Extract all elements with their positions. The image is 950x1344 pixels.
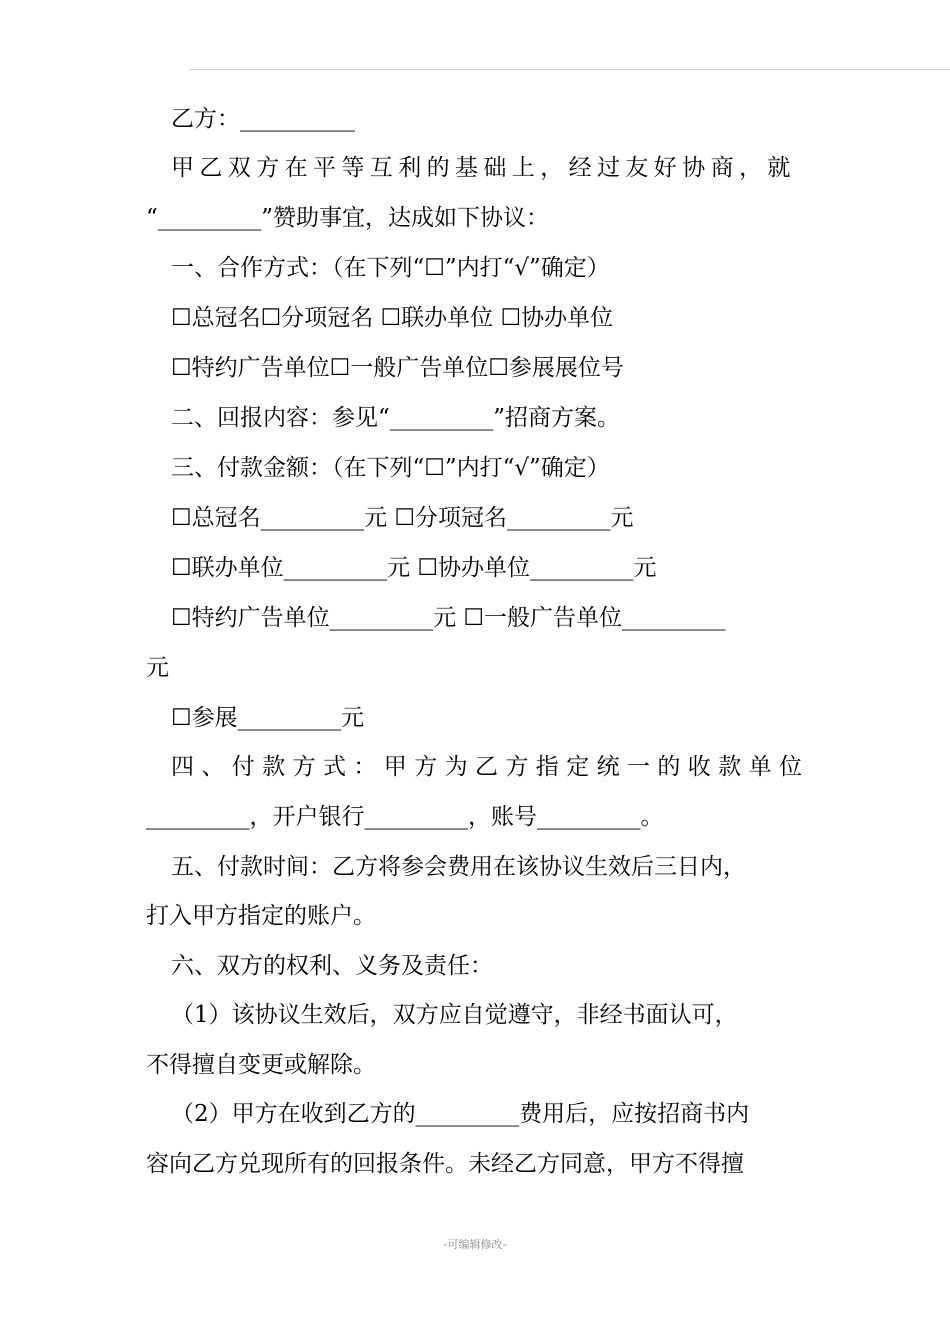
text-line: 甲乙双方在平等互利的基础上，经过友好协商，就 — [171, 155, 796, 181]
text-line: 四、付款方式：甲方为乙方指定统一的收款单位 — [171, 754, 810, 780]
text-line: ☐总冠名☐分项冠名 ☐联办单位 ☐协办单位 — [171, 305, 614, 331]
text-line: “_________”赞助事宜，达成如下协议： — [146, 205, 550, 231]
footer-note: -可编辑修改- — [443, 1238, 507, 1251]
text-line: （2）甲方在收到乙方的_________费用后，应按招商书内 — [171, 1101, 750, 1127]
text-line: 五、付款时间：乙方将参会费用在该协议生效后三日内， — [171, 854, 746, 880]
text-line: ☐特约广告单位_________元 ☐一般广告单位_________ — [171, 605, 726, 631]
text-line: 乙方：__________ — [171, 106, 355, 132]
text-line: ☐参展_________元 — [171, 705, 365, 731]
text-line: ☐特约广告单位☐一般广告单位☐参展展位号 — [171, 355, 624, 381]
text-line: 打入甲方指定的账户。 — [146, 903, 376, 929]
header-rule — [190, 69, 950, 70]
text-line: 不得擅自变更或解除。 — [146, 1052, 376, 1078]
text-line: 一、合作方式：（在下列“☐”内打“√”确定） — [171, 255, 610, 281]
text-line: 元 — [146, 655, 169, 681]
text-line: 三、付款金额：（在下列“☐”内打“√”确定） — [171, 455, 610, 481]
text-line: ☐总冠名_________元 ☐分项冠名_________元 — [171, 505, 634, 531]
text-line: 容向乙方兑现所有的回报条件。未经乙方同意，甲方不得擅 — [146, 1151, 744, 1177]
text-line: ☐联办单位_________元 ☐协办单位_________元 — [171, 555, 657, 581]
text-line: 二、回报内容：参见“_________”招商方案。 — [171, 405, 621, 431]
text-line: （1）该协议生效后，双方应自觉遵守，非经书面认可， — [171, 1002, 738, 1028]
text-line: 六、双方的权利、义务及责任： — [171, 953, 493, 979]
text-line: _________，开户银行_________，账号_________。 — [146, 804, 664, 830]
